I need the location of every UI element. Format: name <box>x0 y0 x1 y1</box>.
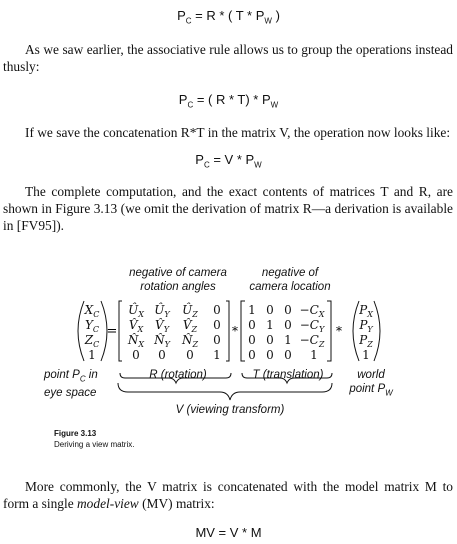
eq1-lhs: P <box>177 8 186 23</box>
t-0-2: 0 <box>284 303 292 317</box>
t-1-1: 1 <box>266 318 274 332</box>
r-uz: $Û_Z$ <box>182 303 198 319</box>
paragraph-1-text: As we saw earlier, the associative rule allows us to group the operations instead thusly: <box>3 42 453 74</box>
label-negative-rotation <box>118 266 238 294</box>
pw-pz: $P_Z$ <box>359 333 373 349</box>
t-cx: $-C_X$ <box>299 303 325 319</box>
equation-3 <box>0 152 457 170</box>
r-nz: $N̂_Z$ <box>181 333 199 349</box>
figure-caption-text: Deriving a view matrix. <box>54 440 135 449</box>
label-world: world <box>357 369 385 381</box>
eq1-rhs: = R * ( T * P <box>195 8 265 23</box>
t-cy: $-C_Y$ <box>299 318 325 334</box>
label-v-viewing-transform: V (viewing transform) <box>175 404 285 416</box>
label-world-point-pw: point P <box>349 383 386 395</box>
t-1-2: 0 <box>284 318 292 332</box>
r-matrix-left-bracket <box>119 301 122 361</box>
pc-one: 1 <box>88 348 96 362</box>
paragraph-4-text-b: (MV) matrix: <box>138 496 215 511</box>
label-eye-space: eye space <box>44 387 97 400</box>
equation-2 <box>0 92 457 110</box>
eq3-lhs-sub: C <box>203 160 210 170</box>
eq1-close: ) <box>271 8 280 23</box>
equals-sign: = <box>106 324 118 339</box>
label-world-point-sub: W <box>385 388 393 398</box>
paragraph-2-text: If we save the concatenation R*T in the matrix V, the operation now looks like: <box>25 125 451 140</box>
r-vy: $V̂_Y$ <box>155 318 169 334</box>
r-uy: $Û_Y$ <box>154 303 170 319</box>
r-vx: $V̂_X$ <box>128 318 144 334</box>
r-matrix-right-bracket <box>226 301 229 361</box>
pw-vector-right-paren <box>374 301 380 361</box>
label-rotation-line2: rotation angles <box>140 281 216 293</box>
pw-py: $P_Y$ <box>359 318 373 334</box>
eq1-rhs-sub: W <box>264 16 272 26</box>
t-0-1: 0 <box>266 303 274 317</box>
r-3-0: 0 <box>132 348 140 362</box>
paragraph-model-view <box>3 478 453 512</box>
paragraph-4-emphasis: model-view <box>77 496 139 511</box>
t-3-0: 0 <box>248 348 256 362</box>
t-matrix-left-bracket <box>241 301 245 361</box>
t-2-2: 1 <box>284 333 292 347</box>
t-3-1: 0 <box>266 348 274 362</box>
eq2-lhs-sub: C <box>187 100 194 110</box>
t-2-0: 0 <box>248 333 256 347</box>
t-cz: $-C_Z$ <box>299 333 325 349</box>
r-vz: $V̂_Z$ <box>182 318 198 334</box>
figure-caption-label: Figure 3.13 <box>54 429 97 438</box>
t-matrix-right-bracket <box>327 301 331 361</box>
label-point-pc-in: in <box>85 369 98 381</box>
t-2-1: 0 <box>266 333 274 347</box>
r-3-3: 1 <box>213 348 221 362</box>
label-rotation-line1: negative of camera <box>129 267 227 279</box>
r-nx: $N̂_X$ <box>127 333 145 349</box>
paragraph-associative <box>3 41 453 75</box>
r-ux: $Û_X$ <box>128 303 144 319</box>
r-3-2: 0 <box>186 348 194 362</box>
label-location-line1: negative of <box>261 267 319 279</box>
label-point-pc <box>44 368 124 400</box>
eq2-rhs: = ( R * T) * P <box>196 92 271 107</box>
pw-px: $P_X$ <box>359 303 373 319</box>
pc-zc: $Z_C$ <box>84 333 100 349</box>
r-2-3: 0 <box>213 333 221 347</box>
paragraph-concatenation <box>3 124 453 141</box>
label-point-pc-sub: C <box>79 374 86 384</box>
equation-1 <box>0 8 457 26</box>
eq3-rhs-sub: W <box>254 160 262 170</box>
paragraph-4-text-a: More commonly, the V matrix is concatenated with the model matrix M to form a single <box>3 479 453 511</box>
eq1-lhs-sub: C <box>185 16 192 26</box>
t-0-0: 1 <box>248 303 256 317</box>
label-point-pc-text: point P <box>44 369 80 381</box>
equation-4: MV = V * M <box>195 525 262 540</box>
pc-vector-left-paren <box>78 301 84 361</box>
paragraph-3-text: The complete computation, and the exact contents of matrices T and R, are shown in Figure 3.13 (we omit the derivation of matrix R—a derivation is available in [FV95]). <box>3 184 453 233</box>
v-underbrace <box>118 383 332 400</box>
r-1-3: 0 <box>213 318 221 332</box>
label-t-translation: T (translation) <box>252 369 324 381</box>
label-negative-location <box>240 266 340 294</box>
r-ny: $N̂_Y$ <box>154 333 170 349</box>
pw-vector-left-paren <box>353 301 359 361</box>
r-3-1: 0 <box>158 348 166 362</box>
pw-one: 1 <box>362 348 370 362</box>
label-r-rotation: R (rotation) <box>149 369 207 381</box>
t-1-0: 0 <box>248 318 256 332</box>
eq2-lhs: P <box>178 92 188 107</box>
pc-yc: $Y_C$ <box>84 318 100 334</box>
pc-xc: $X_C$ <box>84 303 100 319</box>
r-0-3: 0 <box>213 303 221 317</box>
label-location-line2: camera location <box>249 281 331 293</box>
t-3-2: 0 <box>284 348 292 362</box>
paragraph-complete-computation <box>3 183 453 234</box>
eq3-lhs: P <box>195 152 204 167</box>
eq3-rhs: = V * P <box>213 152 255 167</box>
eq2-rhs-sub: W <box>270 100 279 110</box>
label-world-point <box>336 368 406 400</box>
multiply-sign-1: * <box>232 324 238 338</box>
t-3-3: 1 <box>310 348 318 362</box>
multiply-sign-2: * <box>336 324 342 338</box>
